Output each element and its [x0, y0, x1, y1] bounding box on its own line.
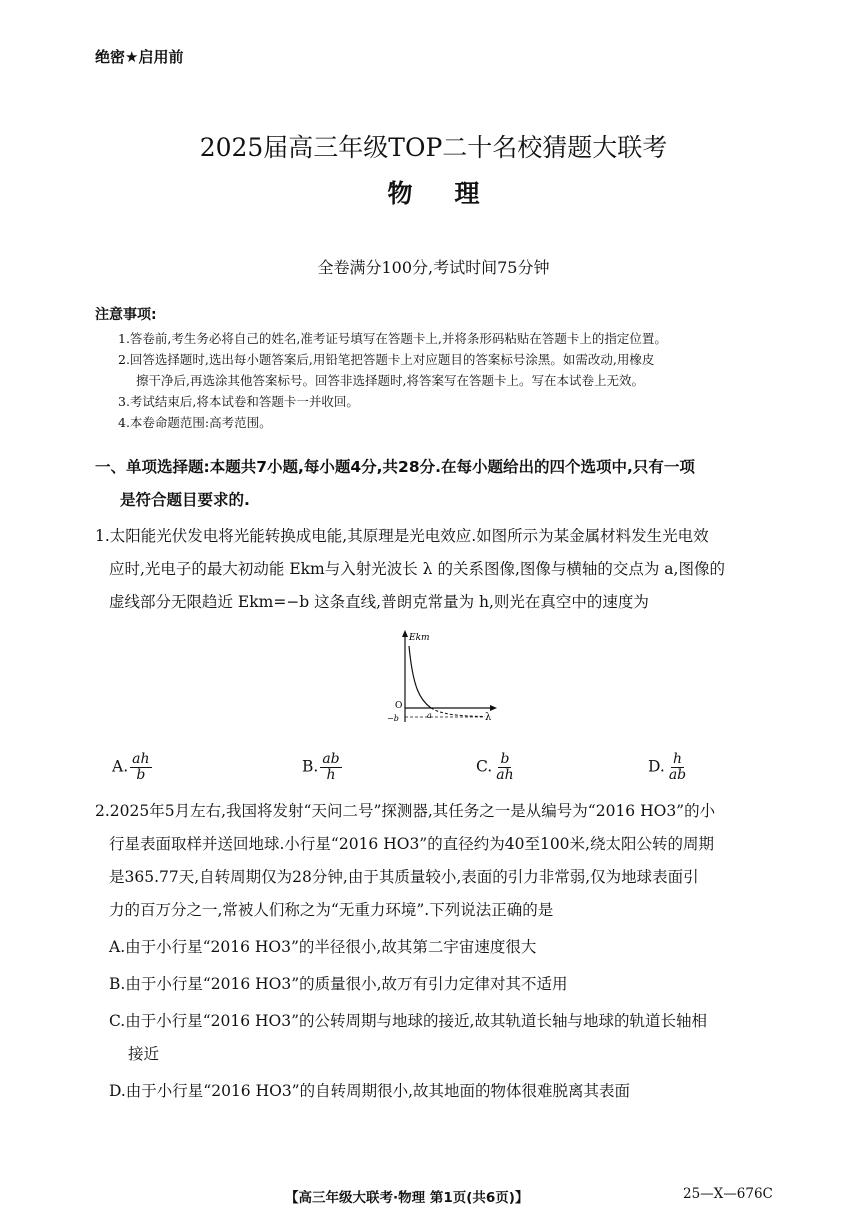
fraction — [320, 752, 341, 783]
option-label: B. — [302, 757, 319, 776]
origin-label: O — [395, 701, 403, 711]
fraction — [667, 752, 688, 783]
option-d — [648, 752, 688, 783]
question-1 — [95, 520, 800, 619]
question-line: 力的百万分之一,常被人们称之为“无重力环境”.下列说法正确的是 — [109, 901, 554, 919]
neg-b-label: −b — [387, 714, 399, 723]
x-axis-arrow — [490, 705, 497, 711]
y-label: Ekm — [409, 633, 430, 643]
footer-code: 25—X—676C — [683, 1186, 773, 1202]
section-heading — [95, 451, 795, 517]
fraction — [494, 752, 515, 783]
y-axis-arrow — [402, 630, 408, 637]
option-label: A. — [112, 757, 129, 776]
notice-title: 注意事项: — [95, 307, 157, 323]
option-c: C.由于小行星“2016 HO3”的公转周期与地球的接近,故其轨道长轴与地球的轨道长轴相 — [109, 1012, 707, 1030]
question-line: 行星表面取样并送回地球.小行星“2016 HO3”的直径约为40至100米,绕太阳公转的周期 — [109, 835, 714, 853]
numerator: ab — [322, 751, 340, 767]
option-b: B.由于小行星“2016 HO3”的质量很小,故万有引力定律对其不适用 — [109, 975, 568, 993]
curve-dashed — [431, 708, 485, 717]
option-a — [112, 752, 152, 783]
numerator: h — [672, 751, 682, 767]
subject-title: 物理 — [387, 179, 522, 208]
option-c — [476, 752, 516, 783]
option-label: C. — [476, 757, 493, 776]
question-line: 2.2025年5月左右,我国将发射“天问二号”探测器,其任务之一是从编号为“2016 HO3”的小 — [95, 802, 716, 820]
question-2 — [95, 795, 800, 1108]
question-line: 是365.77天,自转周期仅为28分钟,由于其质量较小,表面的引力非常弱,仅为地球表面引 — [109, 868, 699, 886]
curve-solid — [409, 646, 431, 708]
question-line: 虚线部分无限趋近 Ekm=−b 这条直线,普朗克常量为 h,则光在真空中的速度为 — [109, 593, 649, 611]
numerator: b — [500, 751, 510, 767]
option-label: D. — [648, 757, 665, 776]
denominator: ab — [668, 767, 687, 783]
score-info: 全卷满分100分,考试时间75分钟 — [317, 258, 550, 277]
section-heading-line: 一、单项选择题:本题共7小题,每小题4分,共28分.在每小题给出的四个选项中,只有一项 — [95, 458, 695, 476]
notice-item: 擦干净后,再选涂其他答案标号。回答非选择题时,将答案写在答题卡上。写在本试卷上无效。 — [136, 373, 644, 388]
option-a: A.由于小行星“2016 HO3”的半径很小,故其第二宇宙速度很大 — [109, 938, 537, 956]
notice-item: 2.回答选择题时,选出每小题答案后,用铅笔把答题卡上对应题目的答案标号涂黑。如需改动,用橡皮 — [118, 352, 655, 367]
a-label: a — [427, 711, 432, 720]
option-b — [302, 752, 342, 783]
confidential-label: 绝密★启用前 — [95, 48, 184, 66]
question-line: 应时,光电子的最大初动能 Ekm与入射光波长 λ 的关系图像,图像与横轴的交点为 a,图像的 — [109, 560, 725, 578]
denominator: b — [136, 767, 146, 783]
option-d: D.由于小行星“2016 HO3”的自转周期很小,故其地面的物体很难脱离其表面 — [109, 1082, 631, 1100]
notice-item: 1.答卷前,考生务必将自己的姓名,准考证号填写在答题卡上,并将条形码粘贴在答题卡上的指定位置。 — [118, 331, 667, 346]
question-line: 1.太阳能光伏发电将光能转换成电能,其原理是光电效应.如图所示为某金属材料发生光电效 — [95, 527, 709, 545]
notice-item: 4.本卷命题范围:高考范围。 — [118, 415, 272, 430]
denominator: h — [326, 767, 336, 783]
x-label: λ — [485, 712, 492, 723]
ekm-lambda-graph — [385, 628, 505, 728]
notice-item: 3.考试结束后,将本试卷和答题卡一并收回。 — [118, 394, 359, 409]
denominator: ah — [496, 767, 514, 783]
exam-title: 2025届高三年级TOP二十名校猜题大联考 — [199, 133, 668, 162]
option-c-continued: 接近 — [128, 1045, 160, 1063]
section-heading-line: 是符合题目要求的. — [120, 491, 250, 509]
fraction — [130, 752, 151, 783]
footer-page-info: 【高三年级大联考·物理 第1页(共6页)】 — [285, 1190, 529, 1206]
numerator: ah — [132, 751, 150, 767]
